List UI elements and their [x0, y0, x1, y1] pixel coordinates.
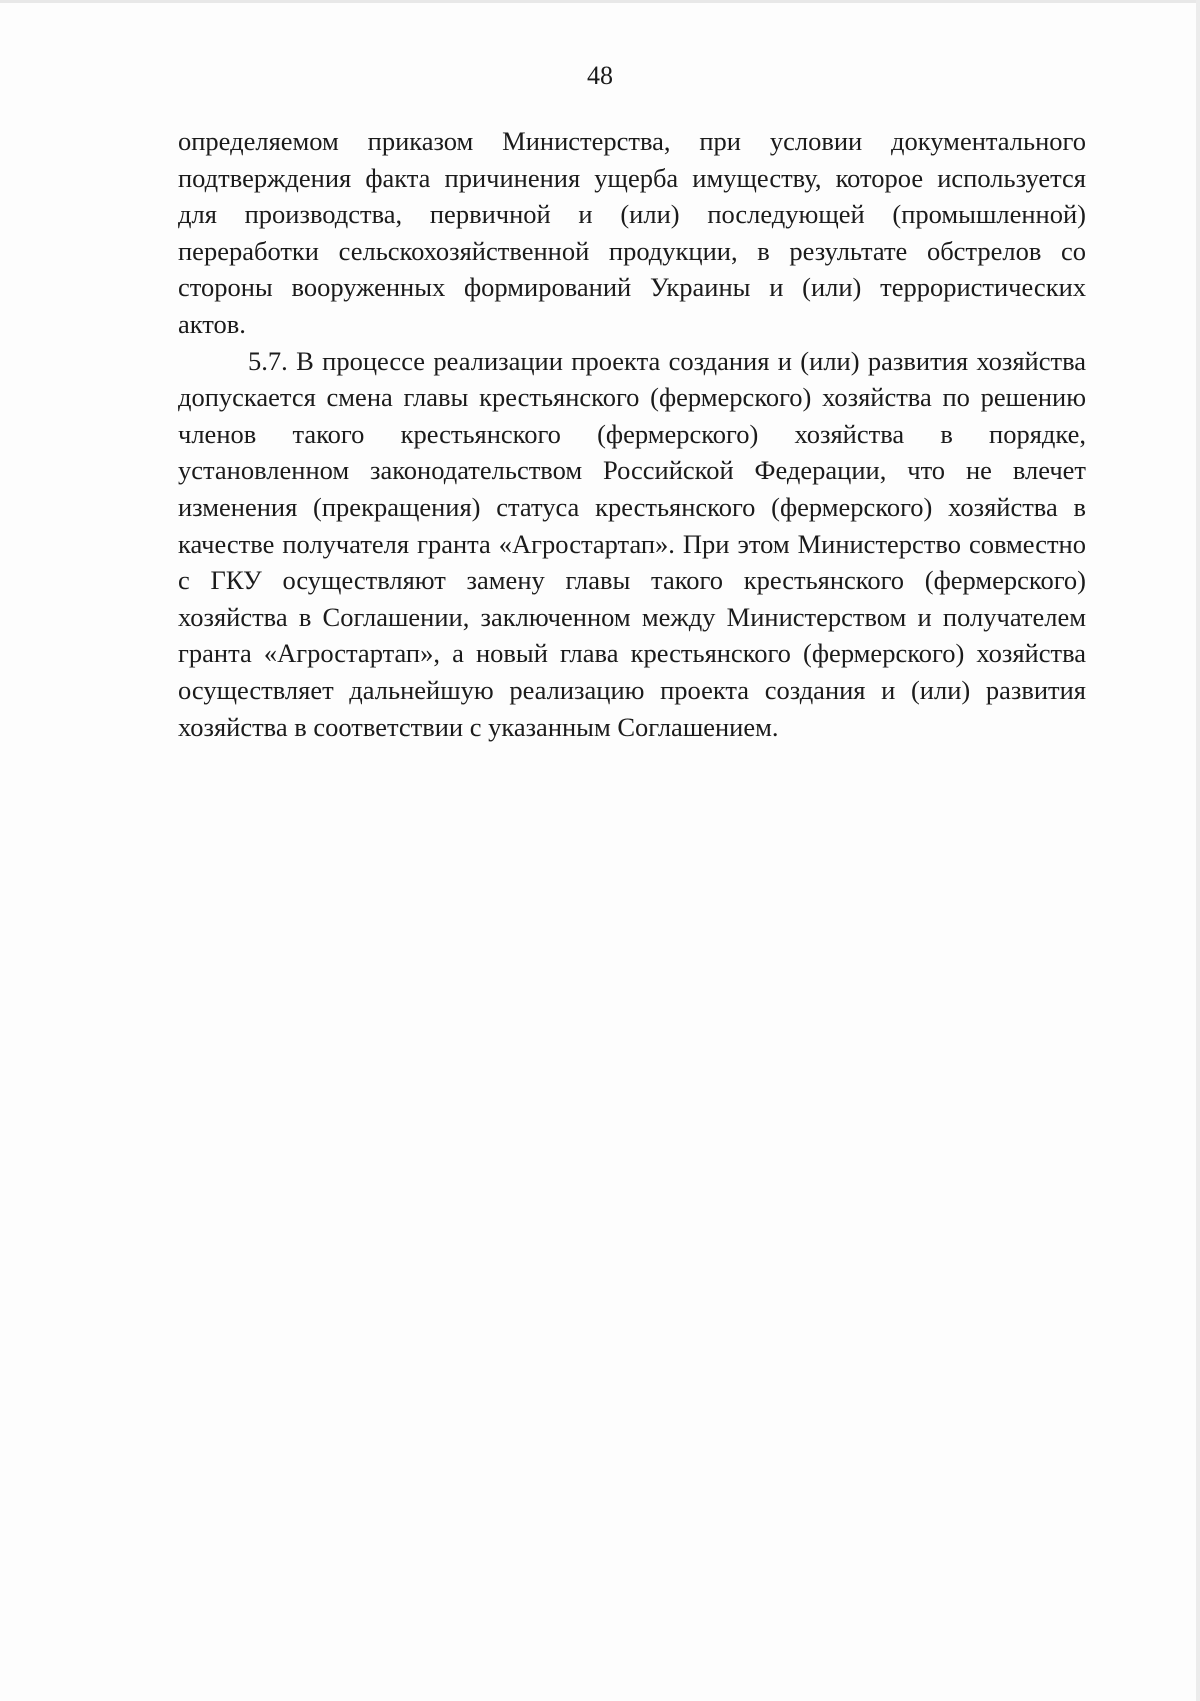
page-number: 48 [587, 61, 613, 90]
paragraph-continuation: определяемом приказом Министерства, при условии документального подтверждения факта причинения ущерба имуществу, которое используется для производства, первичной и (или) последующей (промышленной) переработки сельскохозяйственной продукции, в результате обстрелов со стороны вооруженных формирований Украины и (или) террористических актов. [178, 126, 1086, 339]
scan-edge-right [1196, 0, 1200, 1701]
scan-edge-top [0, 0, 1200, 3]
body-text [178, 123, 1086, 745]
paragraph-5-7: 5.7. В процессе реализации проекта создания и (или) развития хозяйства допускается смена главы крестьянского (фермерского) хозяйства по решению членов такого крестьянского (фермерского) хозяйства в порядке, установленном законодательством Российской Федерации, что не влечет изменения (прекращения) статуса крестьянского (фермерского) хозяйства в качестве получателя гранта «Агростартап». При этом Министерство совместно с ГКУ осуществляют замену главы такого крестьянского (фермерского) хозяйства в Соглашении, заключенном между Министерством и получателем гранта «Агростартап», а новый глава крестьянского (фермерского) хозяйства осуществляет дальнейшую реализацию проекта создания и (или) развития хозяйства в соответствии с указанным Соглашением. [178, 345, 1086, 742]
